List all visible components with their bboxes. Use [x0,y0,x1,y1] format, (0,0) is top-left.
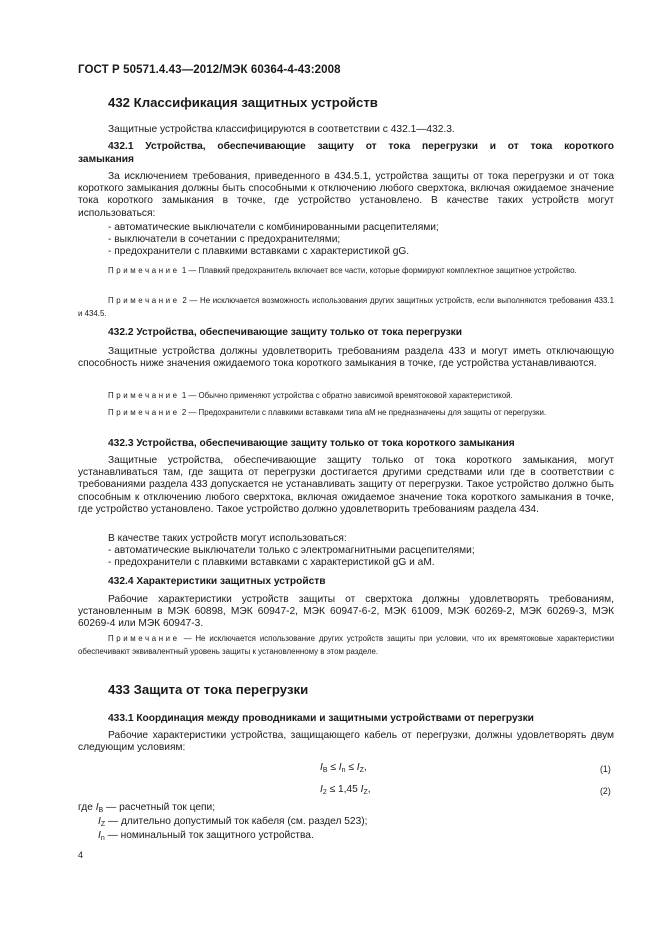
def-text: — номинальный ток защитного устройства. [104,830,314,841]
operator: ≤ 1,45 [326,784,361,795]
formula-1-number: (1) [600,764,611,774]
title-line-2: замыкания [78,153,134,165]
symbol: I [95,802,99,813]
document-header: ГОСТ Р 50571.4.43—2012/МЭК 60364-4-43:2008 [78,64,341,76]
title-text: 432.3 Устройства, обеспечивающие защиту только от тока короткого замыкания [108,438,515,449]
section-432-2-text [78,346,614,370]
title-text: 432.2 Устройства, обеспечивающие защиту только от тока перегрузки [108,327,463,338]
note-label: Примечание [108,391,180,400]
note-text: 2 — Не исключается возможность использования других защитных устройств, если выполняются требования 433.1 и 434.5. [78,296,614,318]
section-432-1-list [78,222,614,259]
subscript: Z [100,821,106,828]
list-item: - автоматические выключатели только с электромагнитными расцепителями; [108,545,475,557]
operator: ≤ [345,762,357,773]
punct: , [367,784,371,795]
note-432-1-1 [78,265,614,278]
subscript: B [98,807,104,814]
para-text: Рабочие характеристики устройства, защищающего кабель от перегрузки, должны удовлетворять двум следующим условиям: [78,730,614,754]
section-433-1-title [78,713,614,724]
section-432-intro [78,124,614,136]
para-text: Защитные устройства должны удовлетворить требованиям раздела 433 и могут иметь отключающую способность ниже значения ожидаемого тока короткого замыкания в точке, где устройства устанавливаются. [78,346,614,370]
list-item: - предохранители с плавкими вставками с характеристикой gG. [108,246,410,258]
section-432-title: 432 Классификация защитных устройств [108,95,378,110]
note-432-1-2 [78,295,614,320]
list-lead: В качестве таких устройств могут использоваться: [108,533,347,544]
definition-ib [78,802,215,814]
subscript: n [341,767,346,774]
note-text: 2 — Предохранители с плавкими вставками типа aM не предназначены для защиты от перегрузки. [179,408,547,417]
symbol: I [320,762,323,773]
definition-iz [98,816,367,828]
section-432-1-title [78,141,614,166]
note-label: Примечание [108,266,180,275]
section-432-2-title [78,327,614,338]
section-432-1-text [78,171,614,220]
title-text: 433.1 Координация между проводниками и защитными устройствами от перегрузки [108,713,534,724]
para-text: Защитные устройства, обеспечивающие защиту только от тока короткого замыкания, могут устанавливаться там, где защита от перегрузки достигается другими средствами или где в соответствии с требованиями раздела 433 допускается не устанавливать защиту от перегрузки. Такое устройство должно быть способным к отключению любого сверхтока, включая ожидаемое значение тока короткого замыкания в точке, где устройство установлено. Такое устройство должно удовлетворить требованиям раздела 434. [78,455,614,515]
subscript: Z [363,789,368,796]
note-432-2-1 [78,390,614,403]
title-line-1: 432.1 Устройства, обеспечивающие защиту от тока перегрузки и от тока короткого [108,141,614,152]
page-number: 4 [78,850,84,860]
def-prefix: где [78,802,96,813]
section-433-title: 433 Защита от тока перегрузки [108,682,309,697]
section-432-4-text [78,594,614,631]
note-text: 1 — Плавкий предохранитель включает все части, которые формируют комплектное защитное устройство. [179,266,577,275]
subscript: B [322,767,328,774]
symbol: I [338,762,342,773]
note-label: Примечание [108,296,180,305]
section-433-1-text [78,730,614,754]
section-432-4-title [78,576,614,587]
definition-in [98,830,314,842]
symbol: I [320,784,323,795]
note-432-4 [78,633,614,658]
formula-2 [320,784,371,796]
symbol: I [98,816,101,827]
list-item: - выключатели в сочетании с предохранителями; [108,234,341,246]
list-item: - предохранители с плавкими вставками с характеристикой gG и aM. [108,557,435,569]
para-text: За исключением требования, приведенного в 434.5.1, устройства защиты от тока перегрузки и от тока короткого замыкания должны быть способными к отключению любого сверхтока, включая ожидаемое значение тока короткого замыкания в точке, где устройство установлено. В качестве таких устройств могут использоваться: [78,171,614,219]
subscript: n [100,835,105,842]
note-label: Примечание [108,408,180,417]
section-432-3-text [78,455,614,516]
para-text: Рабочие характеристики устройств защиты от сверхтока должны удовлетворять требованиям, установленным в МЭК 60898, МЭК 60947-2, МЭК 60947-6-2, МЭК 61009, МЭК 60269-2, МЭК 60269-3, МЭК 60269-4 или МЭК 60947-3. [78,594,614,630]
formula-1 [320,762,367,774]
def-text: — длительно допустимый ток кабеля (см. раздел 523); [105,816,368,827]
note-text: 1 — Обычно применяют устройства с обратно зависимой времятоковой характеристикой. [179,391,513,400]
symbol: I [98,830,101,841]
title-text: 432.4 Характеристики защитных устройств [108,576,326,587]
note-label: Примечание [108,634,180,643]
intro-text: Защитные устройства классифицируются в соответствии с 432.1—432.3. [108,124,455,135]
section-432-3-list [78,533,614,570]
section-432-3-title [78,438,614,449]
subscript: Z [359,767,364,774]
list-item: - автоматические выключатели с комбинированными расцепителями; [108,222,439,233]
formula-2-number: (2) [600,786,611,796]
operator: ≤ [327,762,339,773]
note-text: — Не исключается использование других устройств защиты при условии, что их времятоковые характеристики обеспечивают эквивалентный уровень защиты к установленному в этом разделе. [78,634,614,656]
symbol: I [360,784,364,795]
symbol: I [356,762,360,773]
subscript: 2 [322,789,327,796]
def-text: — расчетный ток цепи; [103,802,216,813]
note-432-2-2 [78,407,614,420]
punct: , [363,762,367,773]
